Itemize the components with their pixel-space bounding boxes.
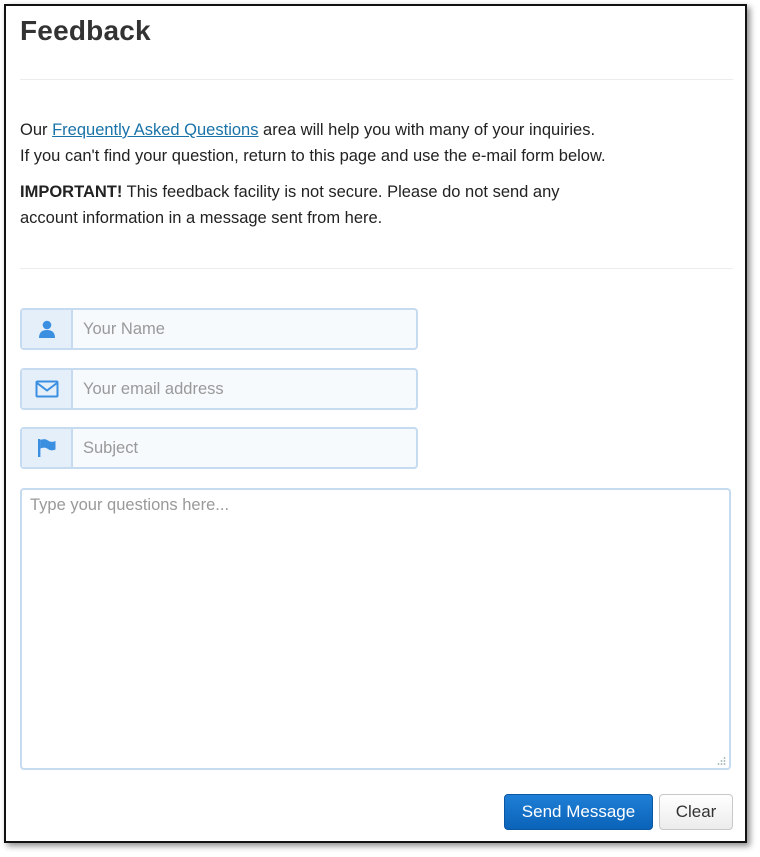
intro-line-1 [20, 119, 595, 141]
faq-link[interactable]: Frequently Asked Questions [52, 121, 259, 139]
subject-field[interactable] [73, 429, 416, 467]
clear-button[interactable]: Clear [659, 794, 733, 830]
email-field[interactable] [73, 370, 416, 408]
send-message-button[interactable]: Send Message [504, 794, 653, 830]
feedback-panel [4, 4, 747, 843]
important-label: IMPORTANT! [20, 183, 123, 201]
envelope-icon [22, 370, 73, 408]
resize-grip-icon[interactable] [716, 756, 726, 766]
email-input-group [20, 368, 418, 410]
intro-divider [20, 268, 733, 269]
page-title: Feedback [20, 15, 151, 46]
subject-input-group [20, 427, 418, 469]
intro-text-prefix: Our [20, 121, 53, 139]
important-text: This feedback facility is not secure. Please do not send any [122, 183, 560, 201]
flag-icon [22, 429, 73, 467]
intro-line-2: If you can't find your question, return to this page and use the e-mail form below. [20, 147, 606, 165]
important-notice-line-1 [20, 181, 560, 203]
title-divider [20, 79, 733, 80]
name-input-group [20, 308, 418, 350]
user-icon [22, 310, 73, 348]
intro-text-suffix: area will help you with many of your inquiries. [258, 121, 596, 139]
important-notice-line-2: account information in a message sent from here. [20, 209, 383, 227]
message-textarea[interactable] [20, 488, 731, 770]
name-field[interactable] [73, 310, 416, 348]
